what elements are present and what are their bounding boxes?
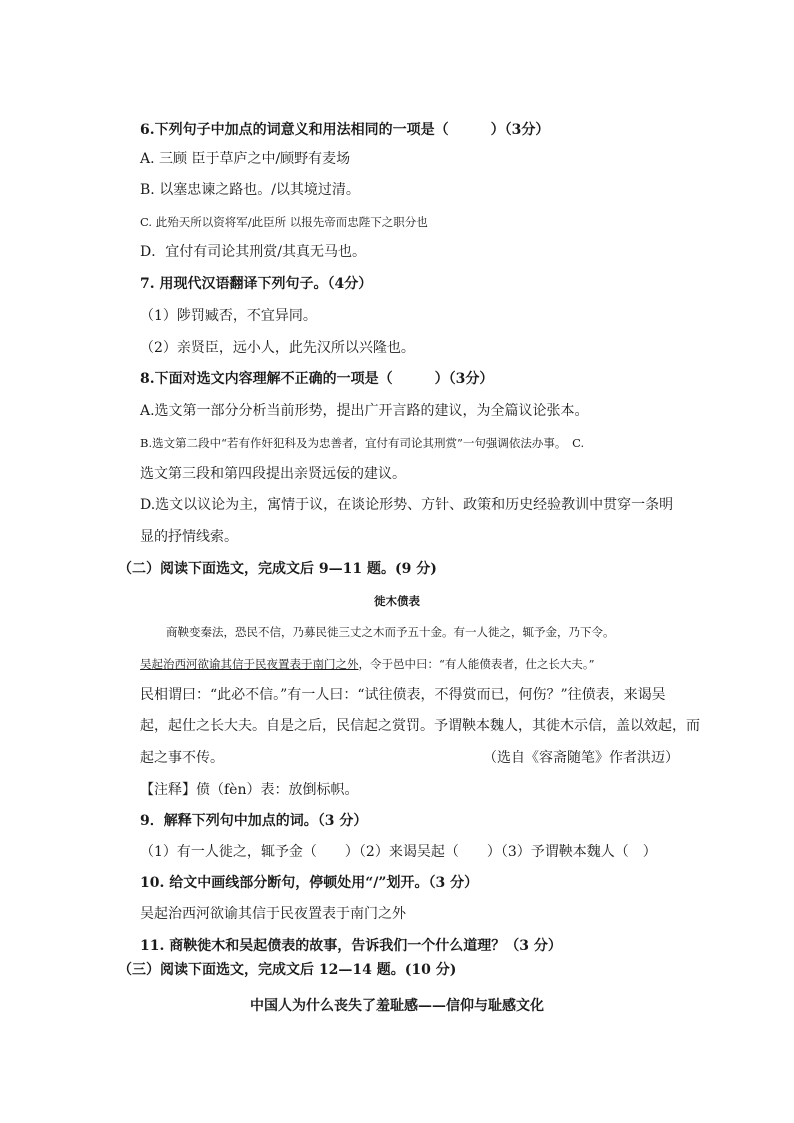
q10-stem: 10. 给文中画线部分断句，停顿处用“/”划开。（3 分） bbox=[140, 875, 479, 891]
passage-line-5: 起之事不传。 bbox=[140, 750, 224, 766]
passage-source: （选自《容斋随笔》作者洪迈） bbox=[483, 750, 679, 766]
q9-stem: 9．解释下列句中加点的词。（3 分） bbox=[140, 813, 368, 829]
q8-option-d-line1: D.选文以议论为主，寓情于议，在谈论形势、方针、政策和历史经验教训中贯穿一条明 bbox=[140, 497, 674, 513]
passage-line-4: 起，起仕之长大夫。自是之后，民信起之赏罚。予谓鞅本魏人，其徙木示信，盖以效起，而 bbox=[140, 718, 700, 734]
underlined-sentence: 吴起治西河欲谕其信于民夜置表于南门之外 bbox=[140, 657, 359, 671]
q6-stem: 6.下列句子中加点的词意义和用法相同的一项是（ ）（3分） bbox=[140, 122, 550, 138]
section3-heading: （三）阅读下面选文，完成文后 12—14 题。(10 分) bbox=[118, 962, 457, 978]
q9-items: （1）有一人徙之，辄予金（ ）（2）来谒吴起（ ）（3）予谓鞅本魏人（ ） bbox=[140, 844, 657, 860]
q8-option-b: B.选文第二段中“若有作奸犯科及为忠善者，宜付有司论其刑赏”一句强调依法办事。 C. bbox=[140, 436, 585, 450]
q6-option-a: A. 三顾 臣于草庐之中/顾野有麦场 bbox=[140, 151, 351, 167]
section2-heading: （二）阅读下面选文，完成文后 9—11 题。(9 分) bbox=[118, 561, 437, 577]
q6-option-b: B. 以塞忠谏之路也。/以其境过清。 bbox=[140, 182, 360, 198]
section3-title: 中国人为什么丧失了羞耻感——信仰与耻感文化 bbox=[250, 998, 544, 1014]
q11-stem: 11. 商鞅徙木和吴起偾表的故事，告诉我们一个什么道理？（3 分） bbox=[140, 938, 562, 954]
q7-sentence-2: （2）亲贤臣，远小人，此先汉所以兴隆也。 bbox=[140, 340, 415, 356]
q8-option-a: A.选文第一部分分析当前形势，提出广开言路的建议，为全篇议论张本。 bbox=[140, 403, 589, 419]
passage-note: 【注释】偾（fèn）表：放倒标帜。 bbox=[140, 782, 359, 798]
q6-option-d: D．宜付有司论其刑赏/其真无马也。 bbox=[140, 244, 366, 260]
q8-option-c: 选文第三段和第四段提出亲贤远佞的建议。 bbox=[140, 466, 406, 482]
passage-line-2 bbox=[140, 655, 595, 673]
q10-text: 吴起治西河欲谕其信于民夜置表于南门之外 bbox=[140, 906, 406, 922]
passage-line-3: 民相谓曰：“此必不信。”有一人曰：“试往偾表，不得赏而已，何伤？”往偾表，来谒吴 bbox=[140, 687, 666, 703]
section2-title: 徙木偾表 bbox=[374, 594, 420, 608]
q8-option-d-line2: 显的抒情线索。 bbox=[140, 529, 238, 545]
q6-option-c: C. 此殆天所以资将军/此臣所 以报先帝而忠陛下之职分也 bbox=[140, 215, 428, 229]
q8-stem: 8.下面对选文内容理解不正确的一项是（ ）（3分） bbox=[140, 371, 494, 387]
q7-sentence-1: （1）陟罚臧否，不宜异同。 bbox=[140, 308, 317, 324]
passage-line-2-rest: ，令于邑中曰：“有人能偾表者，仕之长大夫。” bbox=[358, 657, 595, 671]
passage-line-1: 商鞅变秦法，恐民不信，乃募民徙三丈之木而予五十金。有一人徙之，辄予金，乃下令。 bbox=[166, 625, 615, 639]
q7-stem: 7. 用现代汉语翻译下列句子。（4分） bbox=[140, 276, 373, 292]
